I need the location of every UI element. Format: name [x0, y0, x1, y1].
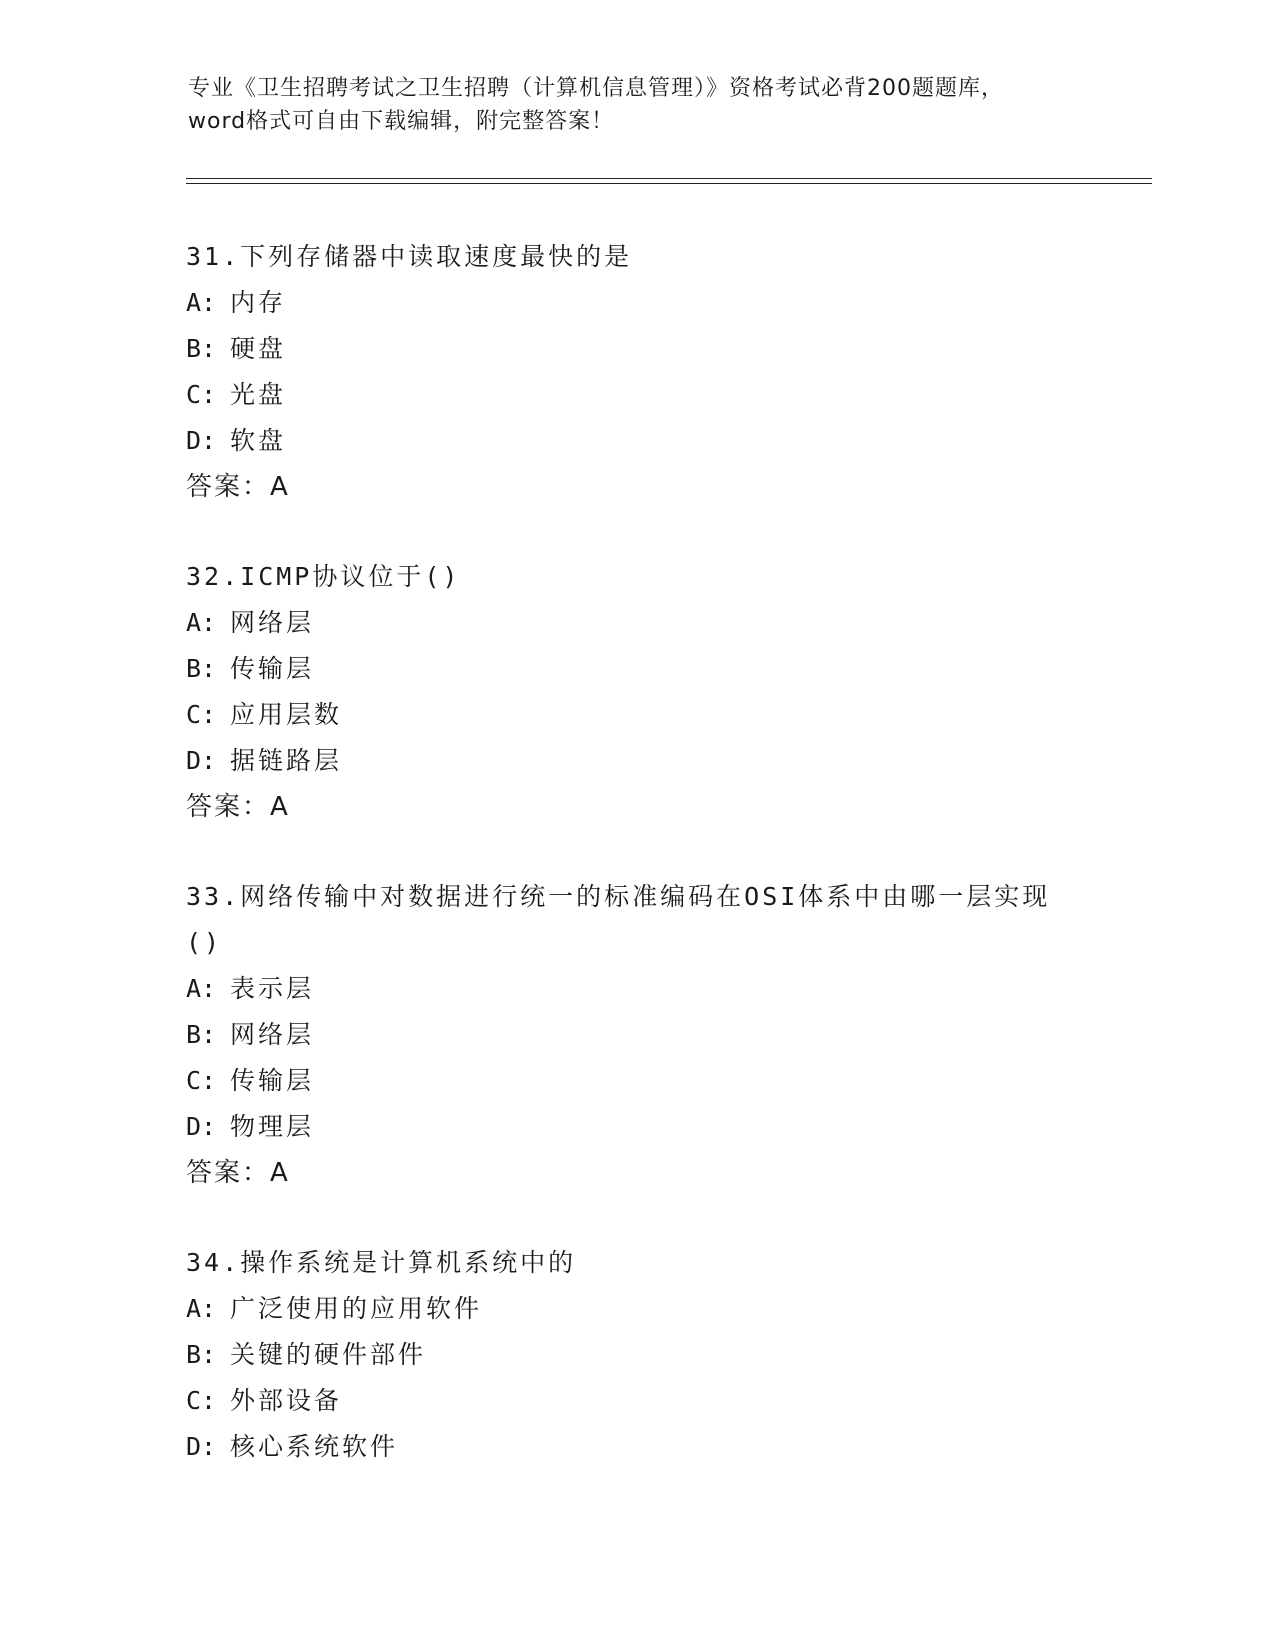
- question-title: 34.操作系统是计算机系统中的: [186, 1248, 577, 1277]
- question-title: 31.下列存储器中读取速度最快的是: [186, 242, 633, 271]
- option-c: [186, 1378, 1086, 1424]
- question-title: 32.ICMP协议位于(): [186, 562, 461, 591]
- option-text: 传输层: [230, 654, 315, 683]
- option-d: [186, 1104, 1086, 1150]
- question-32: [186, 554, 1086, 830]
- option-key: A:: [186, 974, 217, 1003]
- option-c: [186, 692, 1086, 738]
- option-key: C:: [186, 1386, 217, 1415]
- answer-line: 答案：A: [186, 792, 290, 822]
- option-text: 关键的硬件部件: [230, 1340, 427, 1369]
- option-a: [186, 1286, 1086, 1332]
- option-text: 广泛使用的应用软件: [230, 1294, 483, 1323]
- option-d: [186, 738, 1086, 784]
- option-d: [186, 418, 1086, 464]
- option-key: D:: [186, 426, 217, 455]
- option-text: 光盘: [230, 380, 287, 409]
- option-key: C:: [186, 700, 217, 729]
- option-text: 核心系统软件: [230, 1432, 399, 1461]
- option-text: 应用层数: [230, 700, 343, 729]
- option-key: B:: [186, 654, 217, 683]
- answer-line: 答案：A: [186, 472, 290, 502]
- question-title: 33.网络传输中对数据进行统一的标准编码在OSI体系中由哪一层实现(): [186, 882, 1051, 957]
- option-key: C:: [186, 1066, 217, 1095]
- option-text: 据链路层: [230, 746, 343, 775]
- option-b: [186, 326, 1086, 372]
- option-text: 外部设备: [230, 1386, 343, 1415]
- option-key: D:: [186, 1432, 217, 1461]
- document-header: [188, 72, 1088, 138]
- option-text: 表示层: [230, 974, 315, 1003]
- option-key: A:: [186, 1294, 217, 1323]
- option-text: 网络层: [230, 1020, 315, 1049]
- question-33: [186, 874, 1086, 1196]
- option-key: C:: [186, 380, 217, 409]
- question-31: [186, 234, 1086, 510]
- option-b: [186, 1332, 1086, 1378]
- option-key: B:: [186, 334, 217, 363]
- option-c: [186, 1058, 1086, 1104]
- header-line-1: 专业《卫生招聘考试之卫生招聘（计算机信息管理）》资格考试必背200题题库，: [188, 76, 1004, 101]
- question-34: [186, 1240, 1086, 1470]
- option-b: [186, 646, 1086, 692]
- answer-line: 答案：A: [186, 1158, 290, 1188]
- option-a: [186, 600, 1086, 646]
- option-key: A:: [186, 288, 217, 317]
- option-key: A:: [186, 608, 217, 637]
- option-a: [186, 966, 1086, 1012]
- option-c: [186, 372, 1086, 418]
- option-d: [186, 1424, 1086, 1470]
- option-key: B:: [186, 1340, 217, 1369]
- option-b: [186, 1012, 1086, 1058]
- option-text: 物理层: [230, 1112, 315, 1141]
- option-key: D:: [186, 746, 217, 775]
- header-line-2: word格式可自由下载编辑，附完整答案！: [188, 109, 615, 134]
- header-divider-bottom: [186, 183, 1152, 184]
- option-a: [186, 280, 1086, 326]
- option-text: 传输层: [230, 1066, 315, 1095]
- option-text: 软盘: [230, 426, 287, 455]
- option-text: 硬盘: [230, 334, 287, 363]
- header-divider-top: [186, 178, 1152, 179]
- option-key: D:: [186, 1112, 217, 1141]
- option-key: B:: [186, 1020, 217, 1049]
- option-text: 内存: [230, 288, 287, 317]
- option-text: 网络层: [230, 608, 315, 637]
